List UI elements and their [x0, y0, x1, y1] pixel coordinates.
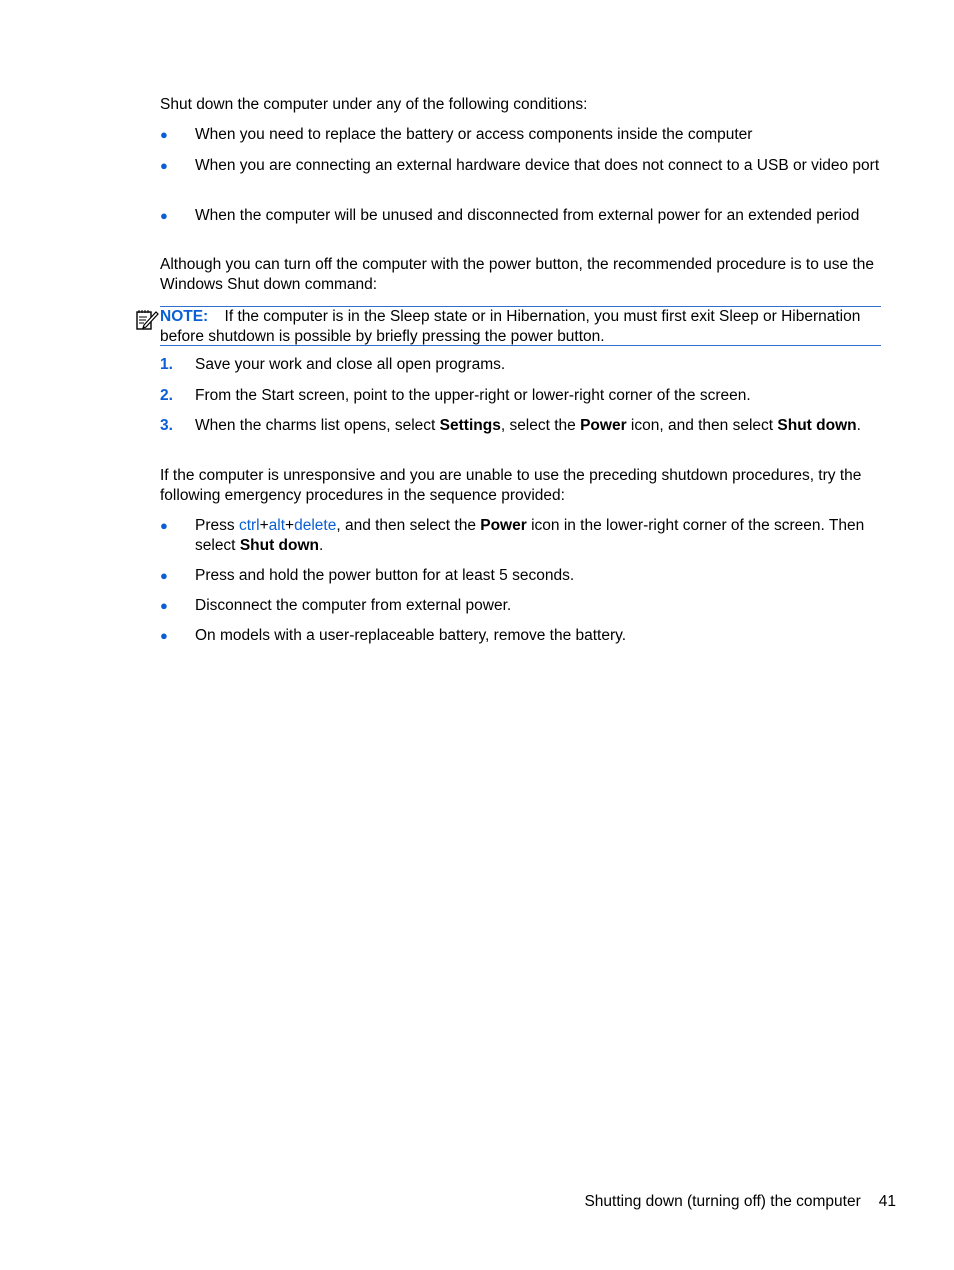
list-item-text: Press and hold the power button for at least 5 seconds. — [195, 567, 575, 584]
list-item-text: When you are connecting an external hardware device that does not connect to a USB or video port — [195, 157, 880, 174]
note-pencil-icon — [135, 307, 159, 331]
intro-text: Shut down the computer under any of the following conditions: — [160, 96, 588, 113]
list-item-text: Press ctrl+alt+delete, and then select the Power icon in the lower-right corner of the screen. Then select Shut down. — [195, 517, 865, 554]
bullet: ● — [160, 628, 168, 643]
step-number: 2. — [160, 387, 173, 404]
bullet: ● — [160, 208, 168, 223]
delete-key-link: delete — [294, 517, 337, 534]
note-box — [160, 306, 881, 346]
step-number: 1. — [160, 356, 173, 373]
list-item-text: On models with a user-replaceable battery, remove the battery. — [195, 627, 627, 644]
page-number: 41 — [878, 1193, 896, 1210]
alt-key-link: alt — [268, 517, 286, 534]
footer-title: Shutting down (turning off) the computer — [584, 1193, 861, 1210]
note-label: NOTE: — [160, 308, 209, 325]
bullet: ● — [160, 158, 168, 173]
step-text: When the charms list opens, select Settings, select the Power icon, and then select Shut down. — [195, 417, 861, 434]
note-text: If the computer is in the Sleep state or in Hibernation, you must first exit Sleep or Hibernation before shutdown is possible by briefly pressing the power button. — [160, 308, 861, 345]
step-text: Save your work and close all open programs. — [195, 356, 506, 373]
bullet: ● — [160, 568, 168, 583]
list-item-text: When the computer will be unused and disconnected from external power for an extended period — [195, 207, 860, 224]
step-number: 3. — [160, 417, 173, 434]
emergency-intro: If the computer is unresponsive and you are unable to use the preceding shutdown procedures, try the following emergency procedures in the sequence provided: — [160, 467, 862, 504]
ctrl-key-link: ctrl — [238, 517, 260, 534]
page-footer — [584, 1192, 896, 1212]
list-item-text: Disconnect the computer from external power. — [195, 597, 512, 614]
bullet: ● — [160, 518, 168, 533]
bullet: ● — [160, 127, 168, 142]
list-item-text: When you need to replace the battery or access components inside the computer — [195, 126, 753, 143]
step-text: From the Start screen, point to the upper-right or lower-right corner of the screen. — [195, 387, 751, 404]
bullet: ● — [160, 598, 168, 613]
procedure-intro: Although you can turn off the computer with the power button, the recommended procedure is to use the Windows Shut down command: — [160, 256, 875, 293]
